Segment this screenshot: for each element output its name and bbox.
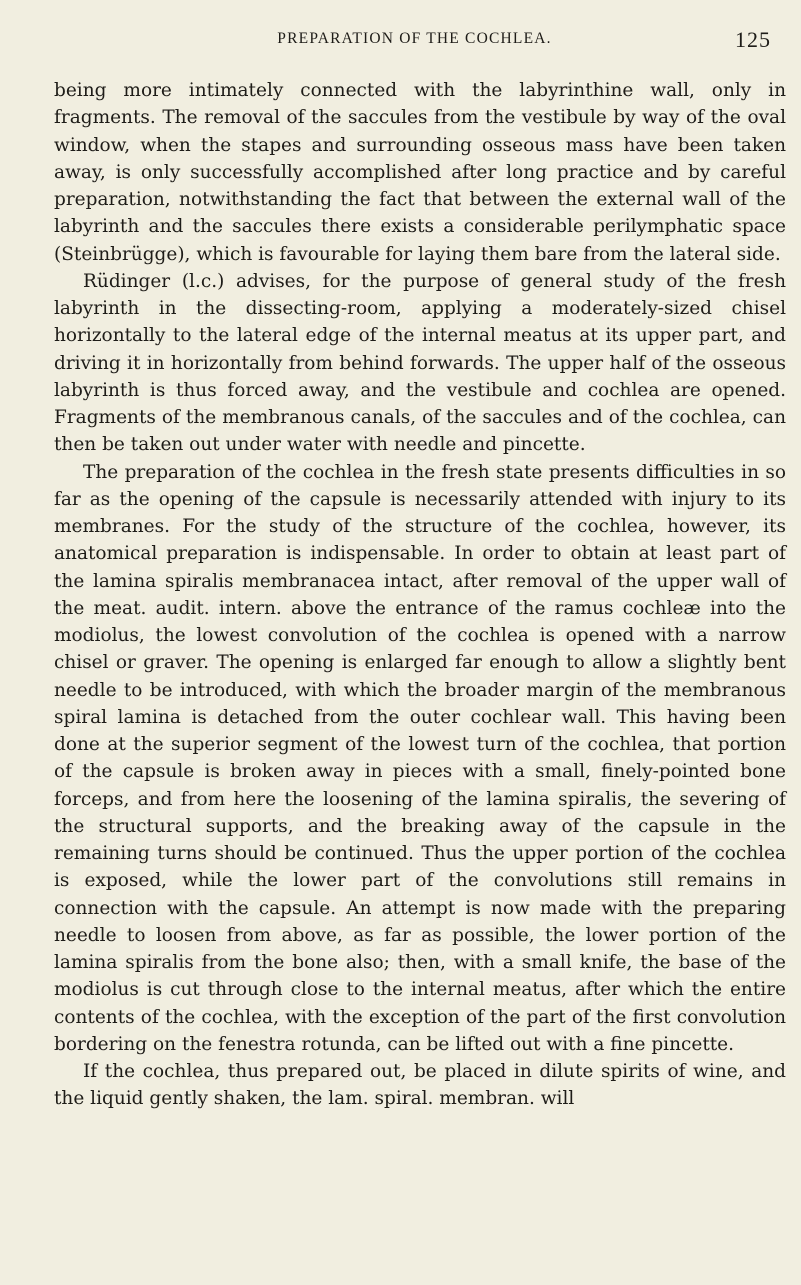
paragraph-text: The preparation of the cochlea in the fresh state presents difficulties in so far as the opening of the capsule is necessarily attended with injury to its membranes. For the study of the structure of the cochlea, however, its anatomical preparation is indispensable. In order to obtain at least part of the lamina spiralis membranacea intact, after removal of the upper wall of the meat. audit. intern. above the entrance of the ramus cochleæ into the modiolus, the lowest convolution of the cochlea is opened with a narrow chisel or graver. The opening is enlarged far enough to allow a slightly bent needle to be introduced, with which the broader margin of the membranous spiral lamina is detached from the outer cochlear wall. This having been done at the superior segment of the lowest turn of the cochlea, that portion of the capsule is broken away in pieces with a small, finely-pointed bone forceps, and from here the loosening of the lamina spiralis, the severing of the structural supports, and the breaking away of the capsule in the remaining turns should be continued. Thus the upper portion of the cochlea is exposed, while the lower part of the convolutions still remains in connection with the capsule. An attempt is now made with the preparing needle to loosen from above, as far as possible, the lower portion of the lamina spiralis from the bone also; then, with a small knife, the base of the modiolus is cut through close to the internal meatus, after which the entire contents of the cochlea, with the exception of the part of the first convolution bordering on the fenestra rotunda, can be lifted out with a fine pincette. xyxy=(54,461,786,1055)
paragraph-text: being more intimately connected with the labyrinthine wall, only in fragments. The removal of the saccules from the vestibule by way of the oval window, when the stapes and surrounding osseous mass have been taken away, is only successfully accomplished after long practice and by careful preparation, notwithstanding the fact that between the external wall of the labyrinth and the saccules there exists a considerable perilymphatic space (Steinbrügge), which is favourable for laying them bare from the lateral side. xyxy=(54,80,786,265)
paragraph xyxy=(54,459,786,1059)
paragraph xyxy=(54,268,786,459)
paragraph-text: Rüdinger (l.c.) advises, for the purpose of general study of the fresh labyrinth in the dissecting-room, applying a moderately-sized chisel horizontally to the lateral edge of the internal meatus at its upper part, and driving it in horizontally from behind forwards. The upper half of the osseous labyrinth is thus forced away, and the vestibule and cochlea are opened. Fragments of the membranous canals, of the saccules and of the cochlea, can then be taken out under water with needle and pincette. xyxy=(54,270,786,456)
page-number: 125 xyxy=(735,27,771,52)
running-title: PREPARATION OF THE COCHLEA. xyxy=(277,30,552,47)
running-head xyxy=(58,27,771,53)
paragraph xyxy=(54,1058,786,1113)
paragraph xyxy=(54,77,786,268)
paragraph-text: If the cochlea, thus prepared out, be placed in dilute spirits of wine, and the liquid gently shaken, the lam. spiral. membran. will xyxy=(54,1061,786,1110)
body-text xyxy=(54,77,786,1113)
